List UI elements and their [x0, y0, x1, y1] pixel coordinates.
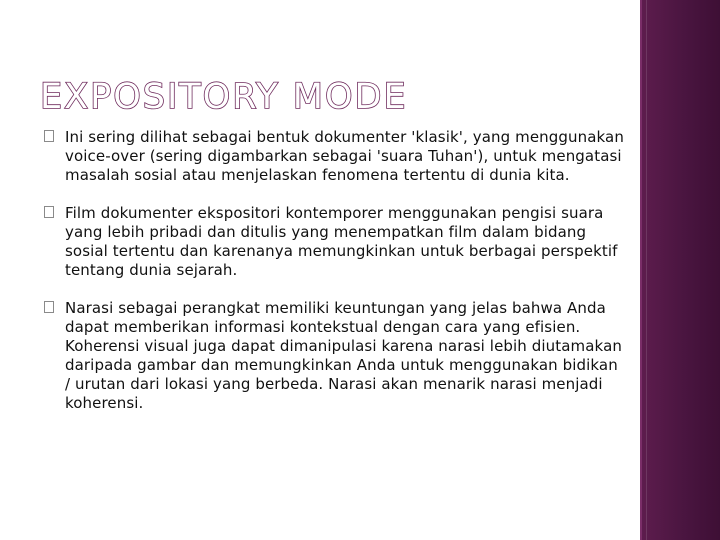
bullet-text: Ini sering dilihat sebagai bentuk dokumenter 'klasik', yang menggunakan voice-over (sering digambarkan sebagai 'suara Tuhan'), untuk mengatasi masalah sosial atau menjelaskan fenomena tertentu di dunia kita.: [65, 128, 624, 184]
decorative-side-band: [640, 0, 720, 540]
slide-title-text: EXPOSITORY MODE: [40, 77, 408, 117]
bullet-item: [44, 299, 624, 413]
bullet-text: Film dokumenter ekspositori kontemporer menggunakan pengisi suara yang lebih pribadi dan ditulis yang menempatkan film dalam bidang sosial tertentu dan karenanya memungkinkan untuk berbagai perspektif tentang dunia sejarah.: [65, 204, 618, 279]
slide-title: [40, 72, 408, 117]
square-bullet-icon: [44, 206, 54, 218]
bullet-item: [44, 128, 624, 185]
square-bullet-icon: [44, 301, 54, 313]
bullet-text: Narasi sebagai perangkat memiliki keuntungan yang jelas bahwa Anda dapat memberikan informasi kontekstual dengan cara yang efisien. Koherensi visual juga dapat dimanipulasi karena narasi lebih diutamakan daripada gambar dan memungkinkan Anda untuk menggunakan bidikan / urutan dari lokasi yang berbeda. Narasi akan menarik narasi menjadi koherensi.: [65, 299, 622, 412]
bullet-item: [44, 204, 624, 280]
square-bullet-icon: [44, 130, 54, 142]
bullet-list: [44, 128, 624, 413]
slide-title-outline: [40, 72, 408, 117]
